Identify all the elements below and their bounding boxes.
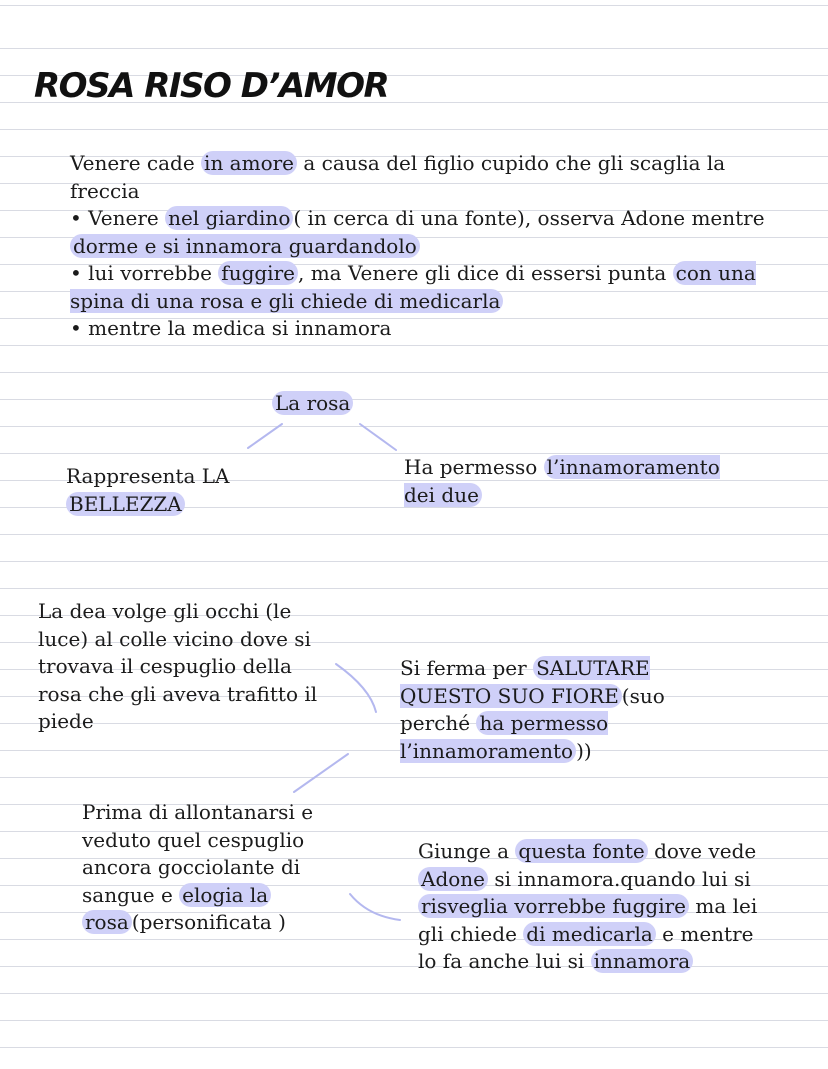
- prima-note: Prima di allontanarsi e veduto quel cespuglio ancora gocciolante di sangue e elogia la rosa (personificata ): [82, 800, 314, 934]
- highlight: di medicarla: [523, 922, 656, 946]
- highlight: dorme e si innamora guardandolo: [70, 234, 420, 258]
- highlight: rosa: [82, 910, 132, 934]
- highlight: questa fonte: [515, 839, 647, 863]
- highlight: innamora: [591, 949, 694, 973]
- dea-right-note: Si ferma per SALUTARE QUESTO SUO FIORE (suo perché ha permesso l’innamoramento )): [400, 656, 665, 763]
- highlight: ha permesso l’innamoramento: [400, 711, 609, 763]
- giunge-note: Giunge a questa fonte dove vede Adone si innamora.quando lui si risveglia vorrebbe fuggire ma lei gli chiede di medicarla e mentre lo fa anche lui si innamora: [418, 839, 758, 973]
- dea-left-note: La dea volge gli occhi (le luce) al colle vicino dove si trovava il cespuglio della rosa che gli aveva trafitto il piede: [38, 599, 318, 733]
- highlight: SALUTARE QUESTO SUO FIORE: [400, 656, 650, 708]
- highlight: nel giardino: [165, 206, 293, 230]
- highlight: risveglia vorrebbe fuggire: [418, 894, 689, 918]
- highlight: con una spina di una rosa e gli chiede di medicarla: [70, 261, 756, 313]
- highlight: BELLEZZA: [66, 492, 185, 516]
- highlight: Adone: [418, 867, 488, 891]
- connector-line-prima: [294, 754, 348, 792]
- bullet-item: • lui vorrebbe fuggire , ma Venere gli dice di essersi punta con una spina di una rosa e gli chiede di medicarla: [70, 260, 770, 315]
- highlight: l’innamoramento dei due: [404, 455, 720, 507]
- connector-line-left: [248, 424, 282, 448]
- connector-line-right: [360, 424, 396, 450]
- page-title: ROSA RISO D’AMOR: [34, 66, 389, 106]
- connector-curve-giunge: [350, 894, 400, 920]
- rosa-left-node: Rappresenta LA BELLEZZA: [66, 464, 230, 516]
- rosa-right-node: Ha permesso l’innamoramento dei due: [404, 455, 720, 507]
- highlight: La rosa: [272, 391, 353, 415]
- intro-line: Venere cade in amore a causa del figlio cupido che gli scaglia la freccia: [70, 151, 726, 203]
- bullet-item: • Venere nel giardino ( in cerca di una fonte), osserva Adone mentre dorme e si innamora guardandolo: [70, 205, 770, 260]
- highlight: in amore: [201, 151, 297, 175]
- highlight: elogia la: [179, 883, 271, 907]
- bullet-item: • mentre la medica si innamora: [70, 315, 770, 343]
- highlight: fuggire: [218, 261, 298, 285]
- connector-curve-dea: [336, 664, 376, 712]
